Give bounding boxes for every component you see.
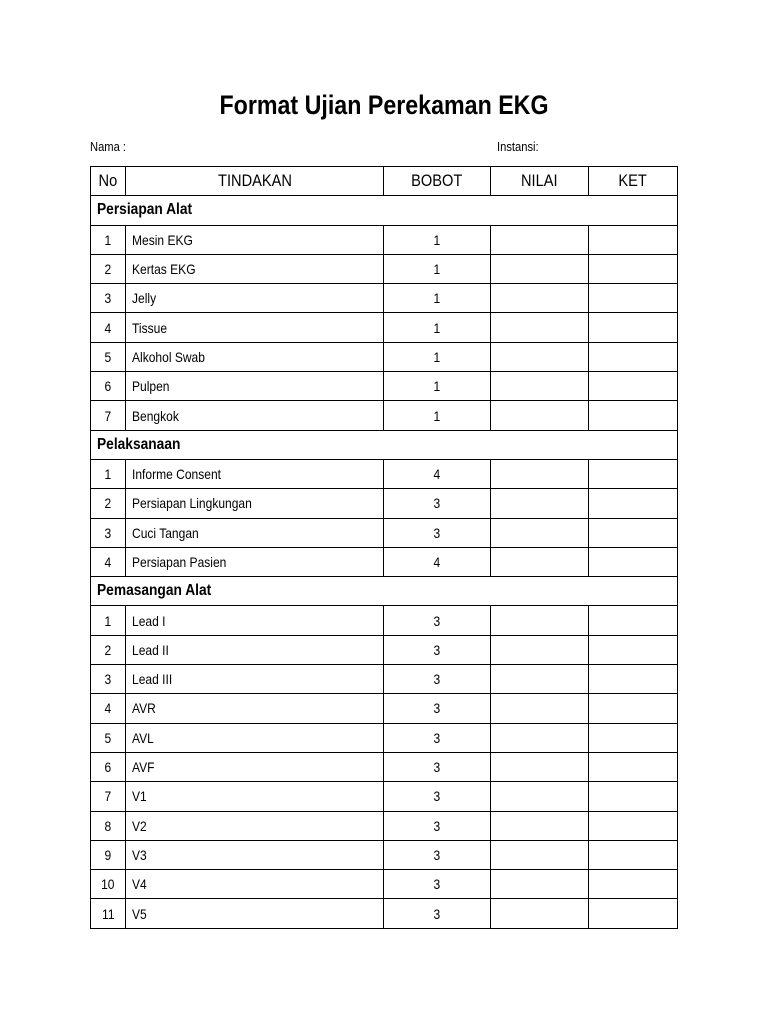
row-tindakan: Persiapan Pasien xyxy=(126,547,384,576)
exam-table xyxy=(90,166,678,929)
row-bobot: 1 xyxy=(384,225,490,254)
row-tindakan: Bengkok xyxy=(126,401,384,430)
row-no: 4 xyxy=(91,694,126,723)
table-row xyxy=(91,459,678,488)
row-nilai[interactable] xyxy=(490,723,588,752)
nama-label: Nama : xyxy=(90,139,127,154)
row-ket[interactable] xyxy=(588,899,677,928)
row-ket[interactable] xyxy=(588,489,677,518)
row-bobot: 3 xyxy=(384,723,490,752)
row-nilai[interactable] xyxy=(490,811,588,840)
table-header-row xyxy=(91,167,678,196)
row-bobot: 1 xyxy=(384,254,490,283)
row-ket[interactable] xyxy=(588,723,677,752)
row-nilai[interactable] xyxy=(490,606,588,635)
row-ket[interactable] xyxy=(588,752,677,781)
row-bobot: 1 xyxy=(384,372,490,401)
row-ket[interactable] xyxy=(588,665,677,694)
section-row xyxy=(91,577,678,606)
row-nilai[interactable] xyxy=(490,694,588,723)
row-bobot: 3 xyxy=(384,635,490,664)
row-nilai[interactable] xyxy=(490,752,588,781)
row-nilai[interactable] xyxy=(490,401,588,430)
row-bobot: 4 xyxy=(384,459,490,488)
table-row xyxy=(91,225,678,254)
row-tindakan: AVR xyxy=(126,694,384,723)
row-tindakan: AVF xyxy=(126,752,384,781)
row-tindakan: Lead II xyxy=(126,635,384,664)
row-no: 8 xyxy=(91,811,126,840)
row-nilai[interactable] xyxy=(490,284,588,313)
page-title: Format Ujian Perekaman EKG xyxy=(219,90,549,120)
row-nilai[interactable] xyxy=(490,313,588,342)
row-bobot: 1 xyxy=(384,313,490,342)
table-row xyxy=(91,811,678,840)
header-bobot: BOBOT xyxy=(384,167,490,196)
section-row xyxy=(91,196,678,225)
row-bobot: 1 xyxy=(384,284,490,313)
row-tindakan: Persiapan Lingkungan xyxy=(126,489,384,518)
table-row xyxy=(91,635,678,664)
row-nilai[interactable] xyxy=(490,518,588,547)
row-bobot: 3 xyxy=(384,782,490,811)
table-row xyxy=(91,752,678,781)
row-ket[interactable] xyxy=(588,313,677,342)
section-title: Pemasangan Alat xyxy=(91,577,678,606)
table-body xyxy=(91,196,678,928)
row-tindakan: Alkohol Swab xyxy=(126,342,384,371)
row-ket[interactable] xyxy=(588,606,677,635)
row-no: 3 xyxy=(91,284,126,313)
row-tindakan: Lead III xyxy=(126,665,384,694)
row-tindakan: Kertas EKG xyxy=(126,254,384,283)
table-row xyxy=(91,665,678,694)
header-nilai: NILAI xyxy=(490,167,588,196)
row-tindakan: V1 xyxy=(126,782,384,811)
row-nilai[interactable] xyxy=(490,254,588,283)
row-ket[interactable] xyxy=(588,342,677,371)
table-row xyxy=(91,254,678,283)
row-no: 4 xyxy=(91,547,126,576)
row-no: 6 xyxy=(91,752,126,781)
header-ket: KET xyxy=(588,167,677,196)
row-no: 4 xyxy=(91,313,126,342)
header-tindakan: TINDAKAN xyxy=(126,167,384,196)
row-no: 11 xyxy=(91,899,126,928)
table-row xyxy=(91,372,678,401)
row-ket[interactable] xyxy=(588,694,677,723)
section-title: Pelaksanaan xyxy=(91,430,678,459)
row-bobot: 3 xyxy=(384,518,490,547)
row-tindakan: Pulpen xyxy=(126,372,384,401)
row-nilai[interactable] xyxy=(490,899,588,928)
row-no: 5 xyxy=(91,342,126,371)
row-nilai[interactable] xyxy=(490,840,588,869)
row-tindakan: Jelly xyxy=(126,284,384,313)
row-tindakan: Cuci Tangan xyxy=(126,518,384,547)
row-bobot: 3 xyxy=(384,489,490,518)
table-row xyxy=(91,518,678,547)
section-title: Persiapan Alat xyxy=(91,196,678,225)
row-bobot: 3 xyxy=(384,870,490,899)
row-bobot: 3 xyxy=(384,694,490,723)
table-row xyxy=(91,870,678,899)
row-no: 2 xyxy=(91,635,126,664)
row-ket[interactable] xyxy=(588,254,677,283)
row-no: 3 xyxy=(91,518,126,547)
row-ket[interactable] xyxy=(588,518,677,547)
row-ket[interactable] xyxy=(588,811,677,840)
row-ket[interactable] xyxy=(588,782,677,811)
row-tindakan: Tissue xyxy=(126,313,384,342)
row-bobot: 3 xyxy=(384,665,490,694)
row-nilai[interactable] xyxy=(490,870,588,899)
row-nilai[interactable] xyxy=(490,489,588,518)
table-row xyxy=(91,899,678,928)
row-no: 10 xyxy=(91,870,126,899)
row-no: 5 xyxy=(91,723,126,752)
row-bobot: 3 xyxy=(384,752,490,781)
row-no: 2 xyxy=(91,254,126,283)
row-no: 1 xyxy=(91,225,126,254)
row-tindakan: Informe Consent xyxy=(126,459,384,488)
row-nilai[interactable] xyxy=(490,635,588,664)
row-no: 9 xyxy=(91,840,126,869)
row-no: 1 xyxy=(91,606,126,635)
row-no: 2 xyxy=(91,489,126,518)
table-row xyxy=(91,840,678,869)
table-row xyxy=(91,342,678,371)
row-bobot: 3 xyxy=(384,811,490,840)
row-nilai[interactable] xyxy=(490,547,588,576)
table-row xyxy=(91,782,678,811)
table-row xyxy=(91,723,678,752)
instansi-label: Instansi: xyxy=(497,139,539,154)
table-row xyxy=(91,606,678,635)
table-row xyxy=(91,489,678,518)
row-bobot: 1 xyxy=(384,401,490,430)
row-bobot: 3 xyxy=(384,840,490,869)
row-nilai[interactable] xyxy=(490,665,588,694)
row-no: 7 xyxy=(91,401,126,430)
row-no: 6 xyxy=(91,372,126,401)
row-tindakan: V4 xyxy=(126,870,384,899)
row-ket[interactable] xyxy=(588,840,677,869)
row-ket[interactable] xyxy=(588,870,677,899)
row-tindakan: Lead I xyxy=(126,606,384,635)
row-tindakan: Mesin EKG xyxy=(126,225,384,254)
row-nilai[interactable] xyxy=(490,782,588,811)
row-nilai[interactable] xyxy=(490,459,588,488)
row-ket[interactable] xyxy=(588,284,677,313)
table-row xyxy=(91,547,678,576)
row-ket[interactable] xyxy=(588,225,677,254)
row-bobot: 3 xyxy=(384,899,490,928)
row-nilai[interactable] xyxy=(490,225,588,254)
row-tindakan: AVL xyxy=(126,723,384,752)
row-tindakan: V5 xyxy=(126,899,384,928)
row-ket[interactable] xyxy=(588,547,677,576)
row-ket[interactable] xyxy=(588,401,677,430)
section-row xyxy=(91,430,678,459)
header-no: No xyxy=(91,167,126,196)
row-bobot: 1 xyxy=(384,342,490,371)
table-row xyxy=(91,694,678,723)
row-no: 7 xyxy=(91,782,126,811)
row-tindakan: V3 xyxy=(126,840,384,869)
table-row xyxy=(91,313,678,342)
row-no: 1 xyxy=(91,459,126,488)
table-row xyxy=(91,401,678,430)
table-row xyxy=(91,284,678,313)
row-bobot: 4 xyxy=(384,547,490,576)
row-bobot: 3 xyxy=(384,606,490,635)
row-tindakan: V2 xyxy=(126,811,384,840)
row-nilai[interactable] xyxy=(490,342,588,371)
row-ket[interactable] xyxy=(588,459,677,488)
row-no: 3 xyxy=(91,665,126,694)
row-ket[interactable] xyxy=(588,372,677,401)
row-ket[interactable] xyxy=(588,635,677,664)
row-nilai[interactable] xyxy=(490,372,588,401)
